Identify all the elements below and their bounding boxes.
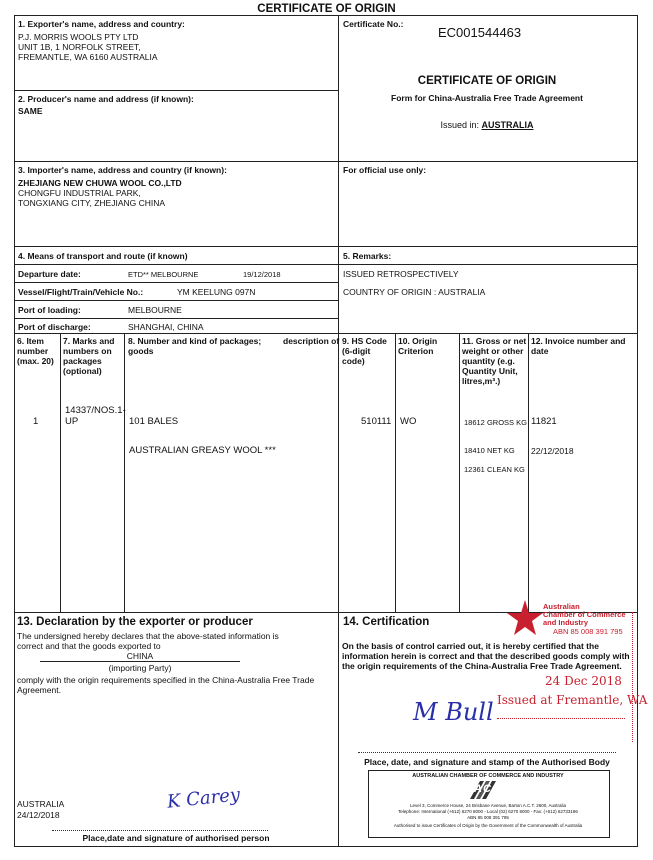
chamber-stamp-abn: ABN 85 008 391 795 (553, 627, 623, 636)
issued-in (338, 120, 636, 130)
certificate-title: CERTIFICATE OF ORIGIN (417, 75, 557, 87)
marks-line-2: UP (65, 416, 79, 427)
declaration-text-3: comply with the origin requirements specified in the China-Australia Free Trade (17, 675, 315, 685)
packages-value: 101 BALES (129, 416, 179, 427)
acci-address: Level 3, Commerce House, 24 Brisbane Avenue, Barton A.C.T. 2600, Australia (409, 803, 566, 808)
acci-logo (470, 781, 508, 799)
declaration-text-2: correct and that the goods exported to (17, 641, 161, 651)
discharge-label: Port of discharge: (18, 322, 91, 332)
exporter-signature: K Carey (166, 784, 242, 813)
chamber-stamp-line-1: Australian (543, 602, 580, 611)
vessel-value: YM KEELUNG 097N (177, 287, 256, 297)
authorised-signature: M Bull (413, 698, 494, 726)
issued-in-label: Issued in: (440, 120, 479, 130)
gross-weight: 18612 GROSS KG (464, 418, 527, 427)
col-packages-header: 8. Number and kind of packages; (128, 336, 262, 346)
certification-title: 14. Certification (343, 616, 430, 628)
discharge-value: SHANGHAI, CHINA (128, 322, 204, 332)
page-header-title: CERTIFICATE OF ORIGIN (257, 3, 396, 15)
remarks-label: 5. Remarks: (343, 251, 392, 261)
stamp-dotted-edge (632, 612, 633, 742)
departure-date: 19/12/2018 (243, 270, 281, 279)
declaration-country: CHINA (126, 651, 154, 661)
departure-value: ETD** MELBOURNE (128, 270, 199, 279)
certificate-frame (14, 15, 638, 847)
item-number: 1 (33, 416, 39, 427)
invoice-date: 22/12/2018 (531, 446, 574, 456)
col-origin-criterion-header: 10. Origin Criterion (398, 336, 438, 356)
producer-value: SAME (18, 106, 43, 116)
official-use-label: For official use only: (343, 165, 427, 175)
exporter-line-1: P.J. MORRIS WOOLS PTY LTD (18, 32, 139, 42)
importing-party-label: (importing Party) (108, 663, 172, 673)
declaration-country-underline (40, 661, 240, 662)
acci-abn: ABN 85 008 391 795 (467, 815, 509, 820)
transport-label: 4. Means of transport and route (if known) (18, 251, 188, 261)
stamp-place: Issued at Fremantle, WA (497, 693, 648, 707)
exporter-line-3: FREMANTLE, WA 6160 AUSTRALIA (18, 52, 158, 62)
importer-line-3: TONGXIANG CITY, ZHEJIANG CHINA (18, 198, 166, 208)
acci-authorisation: Authorised to issue Certificates of Origin by the Government of the Commonwealth of Australia (393, 823, 583, 828)
chamber-stamp-line-2: Chamber of Commerce (543, 610, 626, 619)
declaration-text-4: Agreement. (17, 685, 61, 695)
remarks-line-2: COUNTRY OF ORIGIN : AUSTRALIA (343, 287, 486, 297)
col-item-number-header: 6. Item number (max. 20) (17, 336, 54, 366)
producer-label: 2. Producer's name and address (if known): (18, 94, 194, 104)
declaration-date: 24/12/2018 (17, 810, 60, 820)
importer-label: 3. Importer's name, address and country (if known): (18, 165, 227, 175)
stamp-date: 24 Dec 2018 (545, 674, 622, 688)
invoice-number: 11821 (531, 416, 557, 427)
stamp-dotted-line (497, 718, 625, 719)
exporter-label: 1. Exporter's name, address and country: (18, 19, 185, 29)
acci-telephone: Telephone: International (+612) 6270 8000 - Local (02) 6270 8000 - Fax: (+612) 62733196 (398, 809, 578, 814)
marks-line-1: 14337/NOS.1- (65, 405, 126, 416)
certificate-no-value: EC001544463 (438, 25, 522, 40)
vessel-label: Vessel/Flight/Train/Vehicle No.: (18, 287, 144, 297)
clean-weight: 12361 CLEAN KG (464, 465, 525, 474)
col-quantity-header: 11. Gross or net weight or other quantity (e.g. Quantity Unit, litres,m³.) (462, 336, 527, 386)
declaration-text-1: The undersigned hereby declares that the above-stated information is (17, 631, 279, 641)
acci-title: AUSTRALIAN CHAMBER OF COMMERCE AND INDUSTRY (412, 773, 564, 779)
issued-in-country: AUSTRALIA (481, 120, 534, 130)
chamber-star-icon (505, 598, 545, 638)
certification-text-2: information herein is correct and that the described goods comply with (342, 651, 630, 661)
net-weight: 18410 NET KG (464, 446, 515, 455)
certification-signature-line (358, 752, 616, 753)
certification-text-3: the origin requirements of the China-Australia Free Trade Agreement. (342, 661, 622, 671)
remarks-line-1: ISSUED RETROSPECTIVELY (343, 269, 459, 279)
chamber-stamp-line-3: and Industry (543, 618, 589, 627)
loading-value: MELBOURNE (128, 305, 182, 315)
declaration-title: 13. Declaration by the exporter or producer (17, 616, 253, 628)
certification-footer: Place, date, and signature and stamp of the Authorised Body (364, 757, 610, 767)
col-description-header: description of (283, 336, 340, 346)
declaration-footer: Place,date and signature of authorised person (82, 833, 270, 843)
description-value: AUSTRALIAN GREASY WOOL *** (129, 445, 276, 456)
hs-code-value: 510111 (361, 416, 392, 427)
declaration-place: AUSTRALIA (17, 799, 65, 809)
loading-label: Port of loading: (18, 305, 81, 315)
origin-criterion-value: WO (400, 416, 417, 427)
certification-text-1: On the basis of control carried out, it is hereby certified that the (342, 641, 599, 651)
exporter-line-2: UNIT 1B, 1 NORFOLK STREET, (18, 42, 141, 52)
col-marks-header: 7. Marks and numbers on packages (optional) (63, 336, 115, 376)
col-hs-code-header: 9. HS Code (6-digit code) (342, 336, 387, 366)
col-goods-header: goods (128, 346, 154, 356)
exporter-signature-line (52, 830, 268, 831)
importer-line-2: CHONGFU INDUSTRIAL PARK, (18, 188, 141, 198)
certificate-subtitle: Form for China-Australia Free Trade Agreement (391, 93, 583, 103)
acci-logo-text: ACCI (474, 783, 505, 795)
importer-line-1: ZHEJIANG NEW CHUWA WOOL CO.,LTD (18, 178, 182, 188)
certificate-no-label: Certificate No.: (343, 19, 404, 29)
col-invoice-header: 12. Invoice number and date (531, 336, 626, 356)
departure-label: Departure date: (18, 269, 81, 279)
